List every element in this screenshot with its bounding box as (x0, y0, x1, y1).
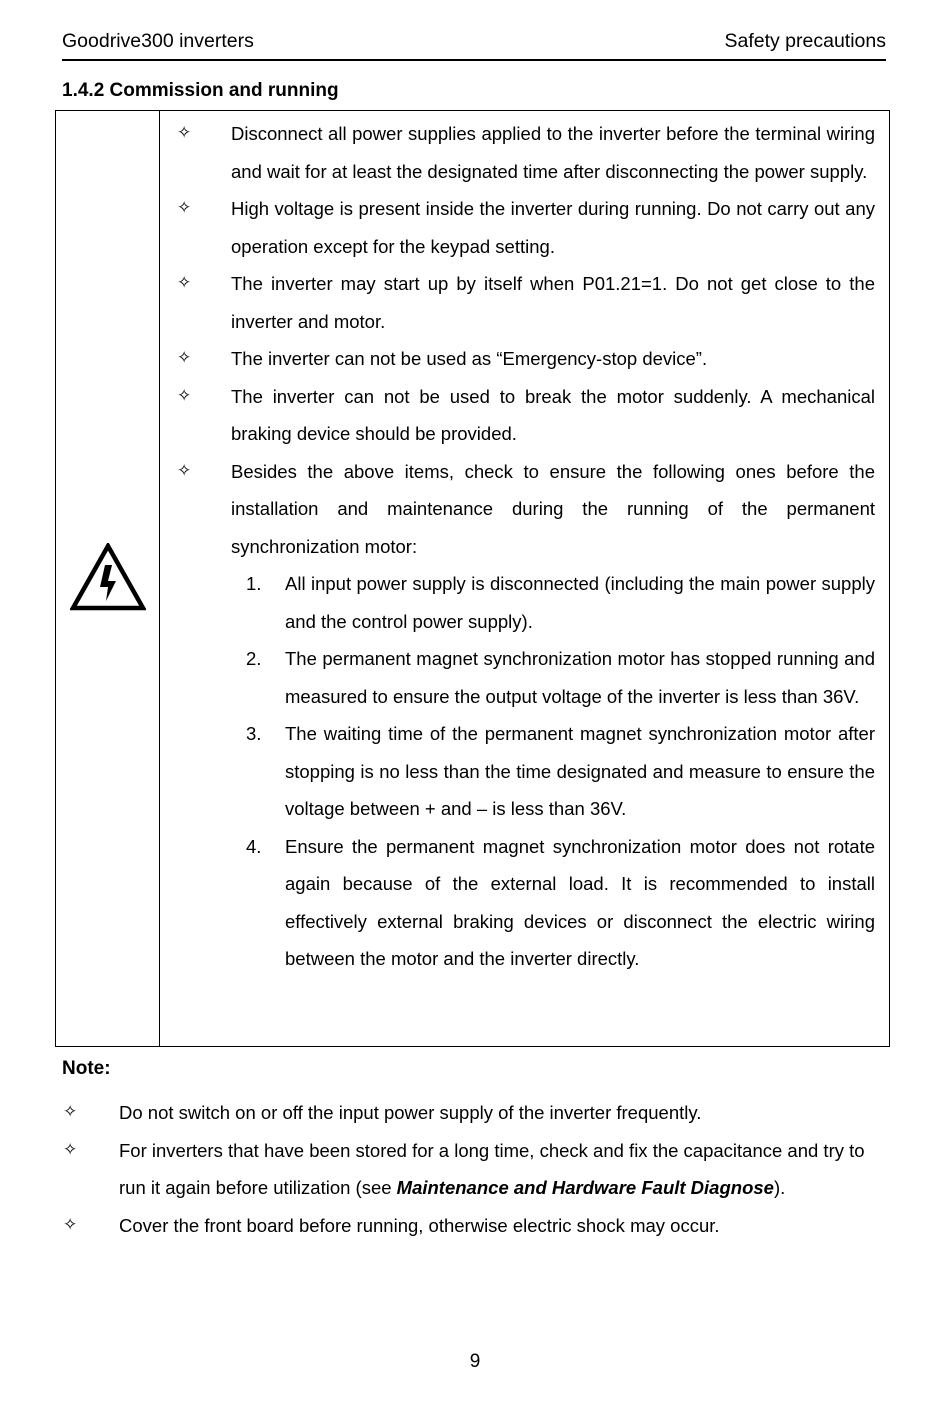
item-text: Ensure the permanent magnet synchronization motor does not rotate again because of the external load. It is recommended to install effectively external braking devices or disconnect the electric wiring between the motor and the inverter directly. (285, 835, 875, 969)
bullet-star-icon: ✧ (177, 198, 192, 218)
numbered-item (160, 565, 889, 640)
warning-bullet-text: The inverter can not be used to break the motor suddenly. A mechanical braking device should be provided. (231, 385, 875, 444)
electric-shock-warning-icon (70, 543, 146, 611)
item-text: The waiting time of the permanent magnet synchronization motor after stopping is no less than the time designated and measure to ensure the voltage between + and – is less than 36V. (285, 723, 875, 819)
numbered-item (160, 640, 889, 715)
item-text: The permanent magnet synchronization motor has stopped running and measured to ensure the output voltage of the inverter is less than 36V. (285, 648, 875, 707)
warning-bullet-text: High voltage is present inside the inverter during running. Do not carry out any operation except for the keypad setting. (231, 198, 875, 257)
note-text (119, 1132, 878, 1207)
warning-bullet-text: Disconnect all power supplies applied to the inverter before the terminal wiring and wait for at least the designated time after disconnecting the power supply. (231, 123, 875, 182)
bullet-star-icon: ✧ (177, 123, 192, 143)
warning-table (55, 110, 890, 1047)
header-chapter-title: Safety precautions (724, 30, 886, 52)
note-item (55, 1094, 890, 1132)
bullet-star-icon: ✧ (63, 1139, 78, 1160)
warning-bullet-text: Besides the above items, check to ensure the following ones before the installation and maintenance during the running of the permanent synchronization motor: (231, 460, 875, 557)
warning-bullet-text: The inverter can not be used as “Emergency-stop device”. (231, 348, 708, 369)
note-label: Note: (62, 1058, 111, 1079)
bullet-star-icon: ✧ (63, 1102, 78, 1122)
bullet-star-icon: ✧ (63, 1214, 78, 1235)
numbered-item (160, 715, 889, 828)
note-text-part: For inverters that have been stored for a long time, check and fix the capacitance and try to run it again before utilization (see (119, 1139, 865, 1198)
section-title: 1.4.2 Commission and running (62, 80, 339, 101)
item-number: 2. (246, 648, 262, 669)
warning-bullet (160, 115, 889, 190)
note-text: Cover the front board before running, otherwise electric shock may occur. (119, 1214, 720, 1236)
bullet-star-icon: ✧ (177, 348, 192, 368)
warning-content (160, 111, 889, 1046)
warning-bullet (160, 453, 889, 566)
numbered-item (160, 828, 889, 978)
warning-icon-cell (56, 111, 160, 1046)
page-number: 9 (469, 1351, 481, 1372)
note-item (55, 1207, 890, 1245)
item-number: 3. (246, 723, 262, 744)
note-item (55, 1132, 890, 1207)
item-text: All input power supply is disconnected (including the main power supply and the control power supply). (285, 573, 875, 632)
chapter-reference: Maintenance and Hardware Fault Diagnose (396, 1177, 774, 1198)
bullet-star-icon: ✧ (177, 460, 192, 481)
warning-bullet (160, 378, 889, 453)
header-doc-title: Goodrive300 inverters (62, 30, 254, 52)
note-text-part: ). (773, 1177, 786, 1198)
warning-bullet (160, 190, 889, 265)
item-number: 1. (246, 573, 262, 594)
bullet-star-icon: ✧ (177, 385, 192, 406)
bullet-star-icon: ✧ (177, 273, 192, 293)
warning-bullet-text: The inverter may start up by itself when P01.21=1. Do not get close to the inverter and motor. (231, 273, 875, 332)
notes-list (55, 1094, 890, 1244)
page-header (62, 29, 886, 61)
note-text: Do not switch on or off the input power supply of the inverter frequently. (119, 1102, 702, 1123)
item-number: 4. (246, 835, 262, 857)
warning-bullet (160, 265, 889, 340)
warning-bullet (160, 340, 889, 378)
